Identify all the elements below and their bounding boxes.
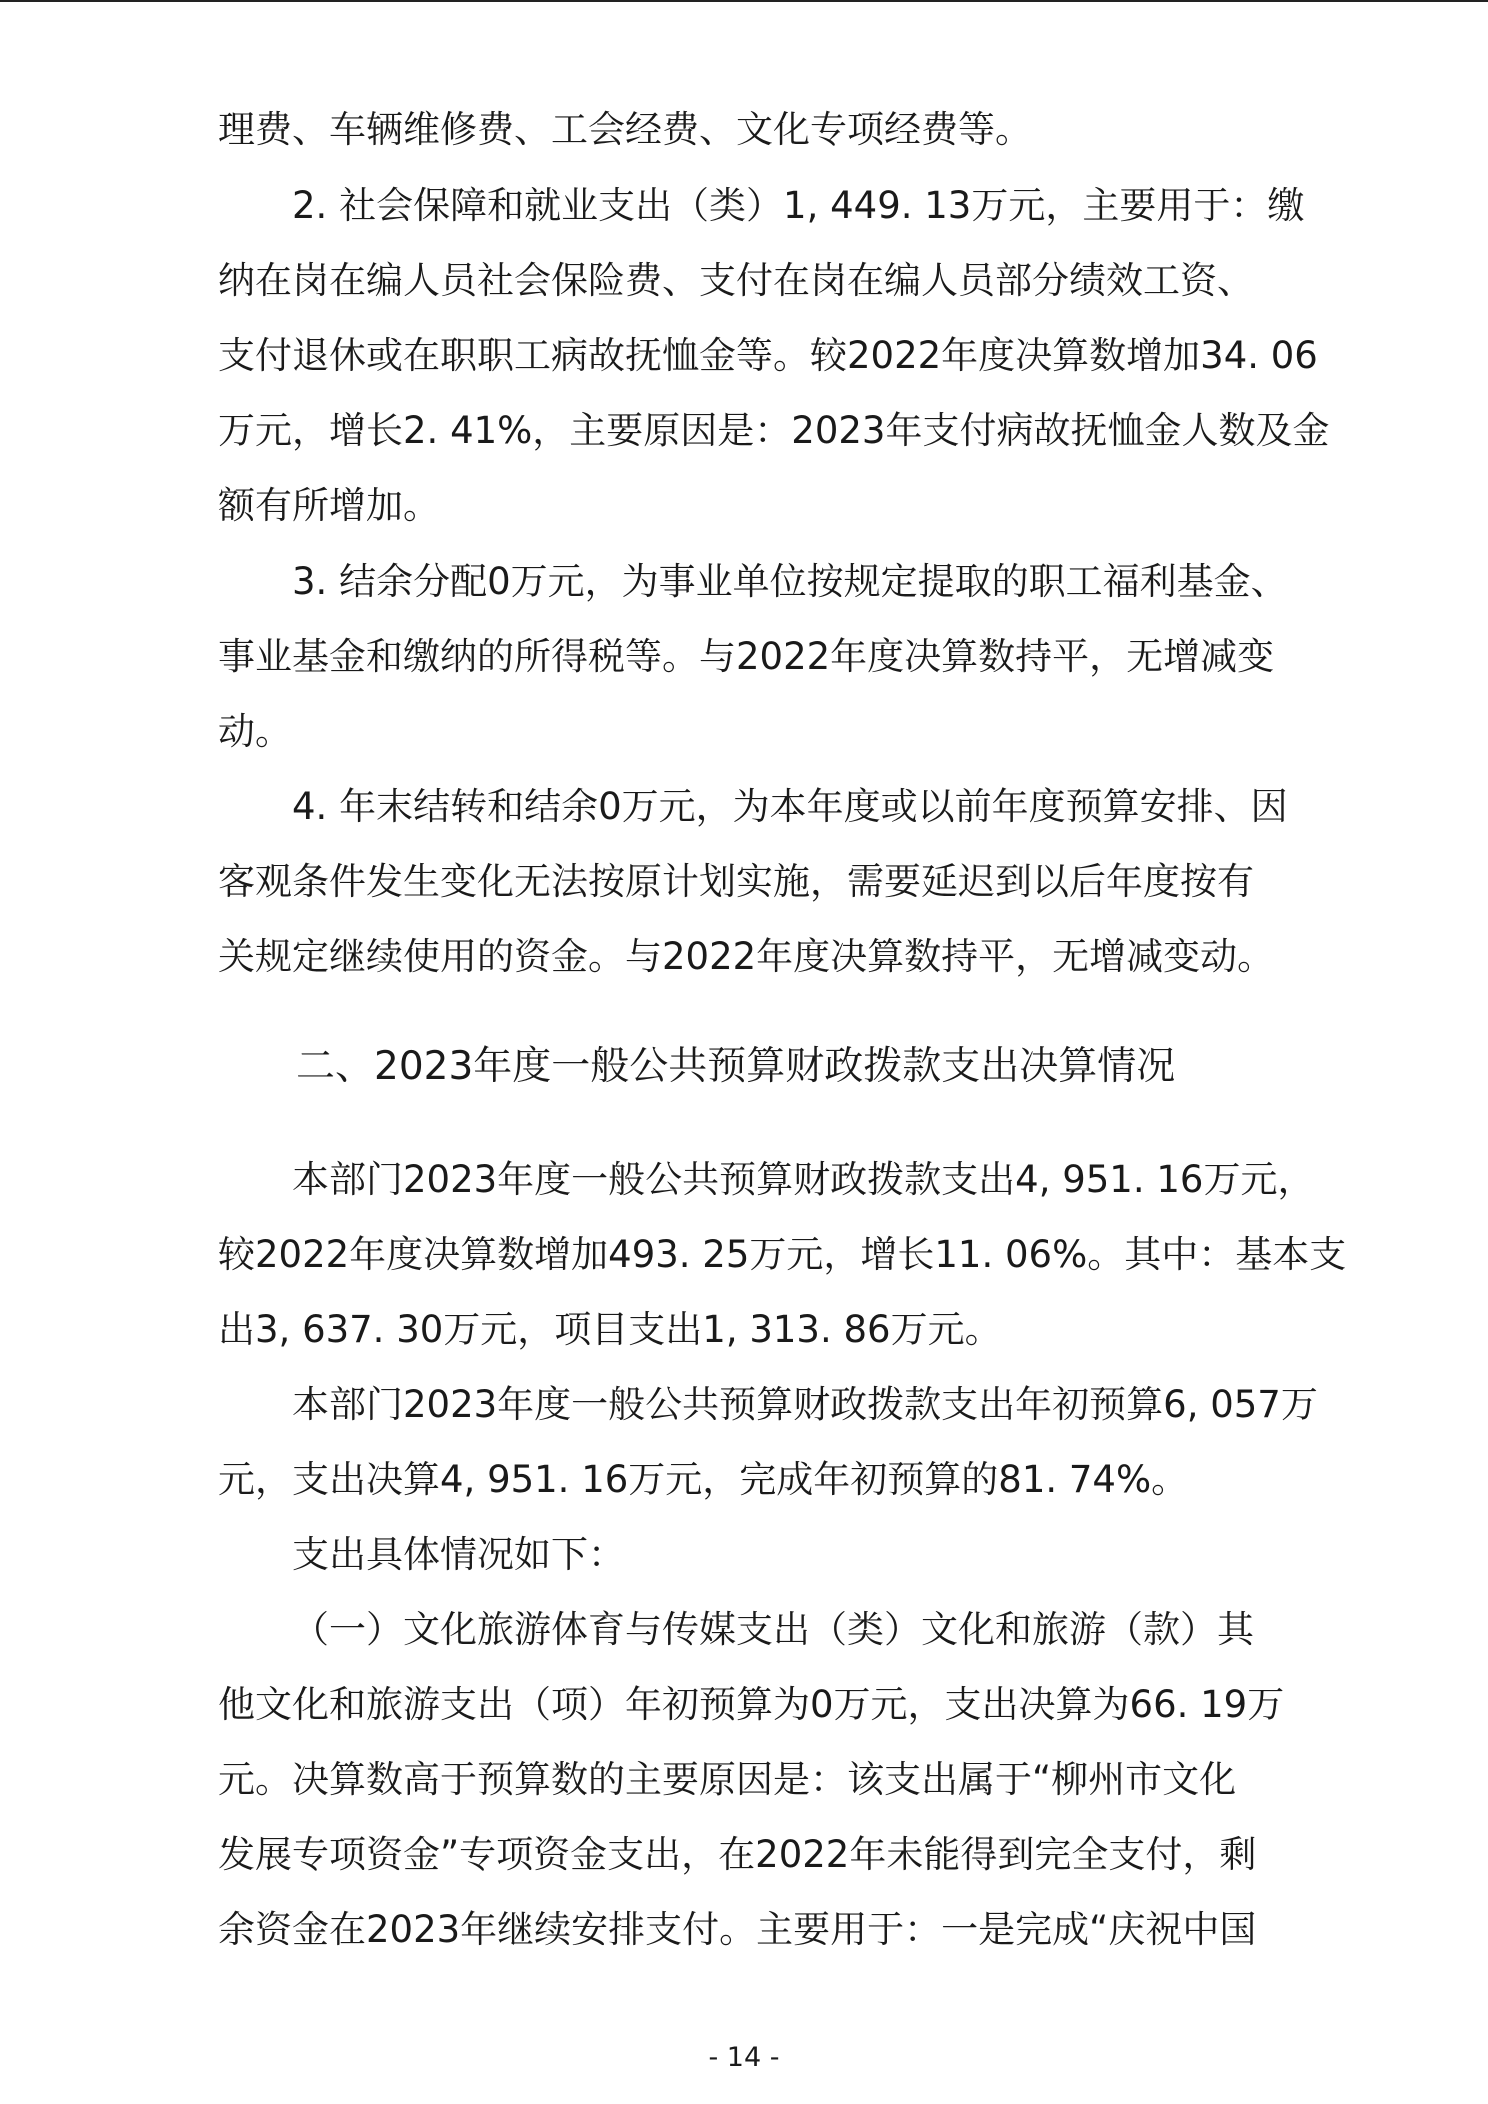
section-heading: 二、2023年度一般公共预算财政拨款支出决算情况 [296,1044,1176,1089]
text-line-19: （一）文化旅游体育与传媒支出（类）文化和旅游（款）其 [292,1608,1254,1651]
text-line-4: 支付退休或在职职工病故抚恤金等。较2022年度决算数增加34. 06 [218,334,1318,377]
text-line-10: 4. 年末结转和结余0万元，为本年度或以前年度预算安排、因 [292,785,1288,828]
text-line-8: 事业基金和缴纳的所得税等。与2022年度决算数持平，无增减变 [218,635,1275,678]
text-line-7: 3. 结余分配0万元，为事业单位按规定提取的职工福利基金、 [292,560,1288,603]
text-line-23: 余资金在2023年继续安排支付。主要用于：一是完成“庆祝中国 [218,1908,1257,1951]
text-line-13: 本部门2023年度一般公共预算财政拨款支出4, 951. 16万元， [292,1158,1315,1201]
text-line-1: 理费、车辆维修费、工会经费、文化专项经费等。 [218,108,1032,151]
text-line-14: 较2022年度决算数增加493. 25万元，增长11. 06%。其中：基本支 [218,1233,1347,1276]
text-line-22: 发展专项资金”专项资金支出，在2022年未能得到完全支付，剩 [218,1833,1257,1876]
text-line-18: 支出具体情况如下： [292,1533,625,1576]
text-line-5: 万元，增长2. 41%，主要原因是：2023年支付病故抚恤金人数及金 [218,409,1330,452]
text-line-11: 客观条件发生变化无法按原计划实施，需要延迟到以后年度按有 [218,860,1254,903]
text-line-6: 额有所增加。 [218,484,440,527]
text-line-9: 动。 [218,710,292,753]
text-line-20: 他文化和旅游支出（项）年初预算为0万元，支出决算为66. 19万 [218,1683,1285,1726]
text-line-15: 出3, 637. 30万元，项目支出1, 313. 86万元。 [218,1308,1002,1351]
text-line-17: 元，支出决算4, 951. 16万元，完成年初预算的81. 74%。 [218,1458,1189,1501]
text-line-21: 元。决算数高于预算数的主要原因是：该支出属于“柳州市文化 [218,1758,1237,1801]
text-line-2: 2. 社会保障和就业支出（类）1, 449. 13万元，主要用于：缴 [292,184,1305,227]
page-number: - 14 - [708,2042,780,2073]
text-line-16: 本部门2023年度一般公共预算财政拨款支出年初预算6, 057万 [292,1383,1318,1426]
text-line-12: 关规定继续使用的资金。与2022年度决算数持平，无增减变动。 [218,935,1275,978]
text-line-3: 纳在岗在编人员社会保险费、支付在岗在编人员部分绩效工资、 [218,259,1254,302]
